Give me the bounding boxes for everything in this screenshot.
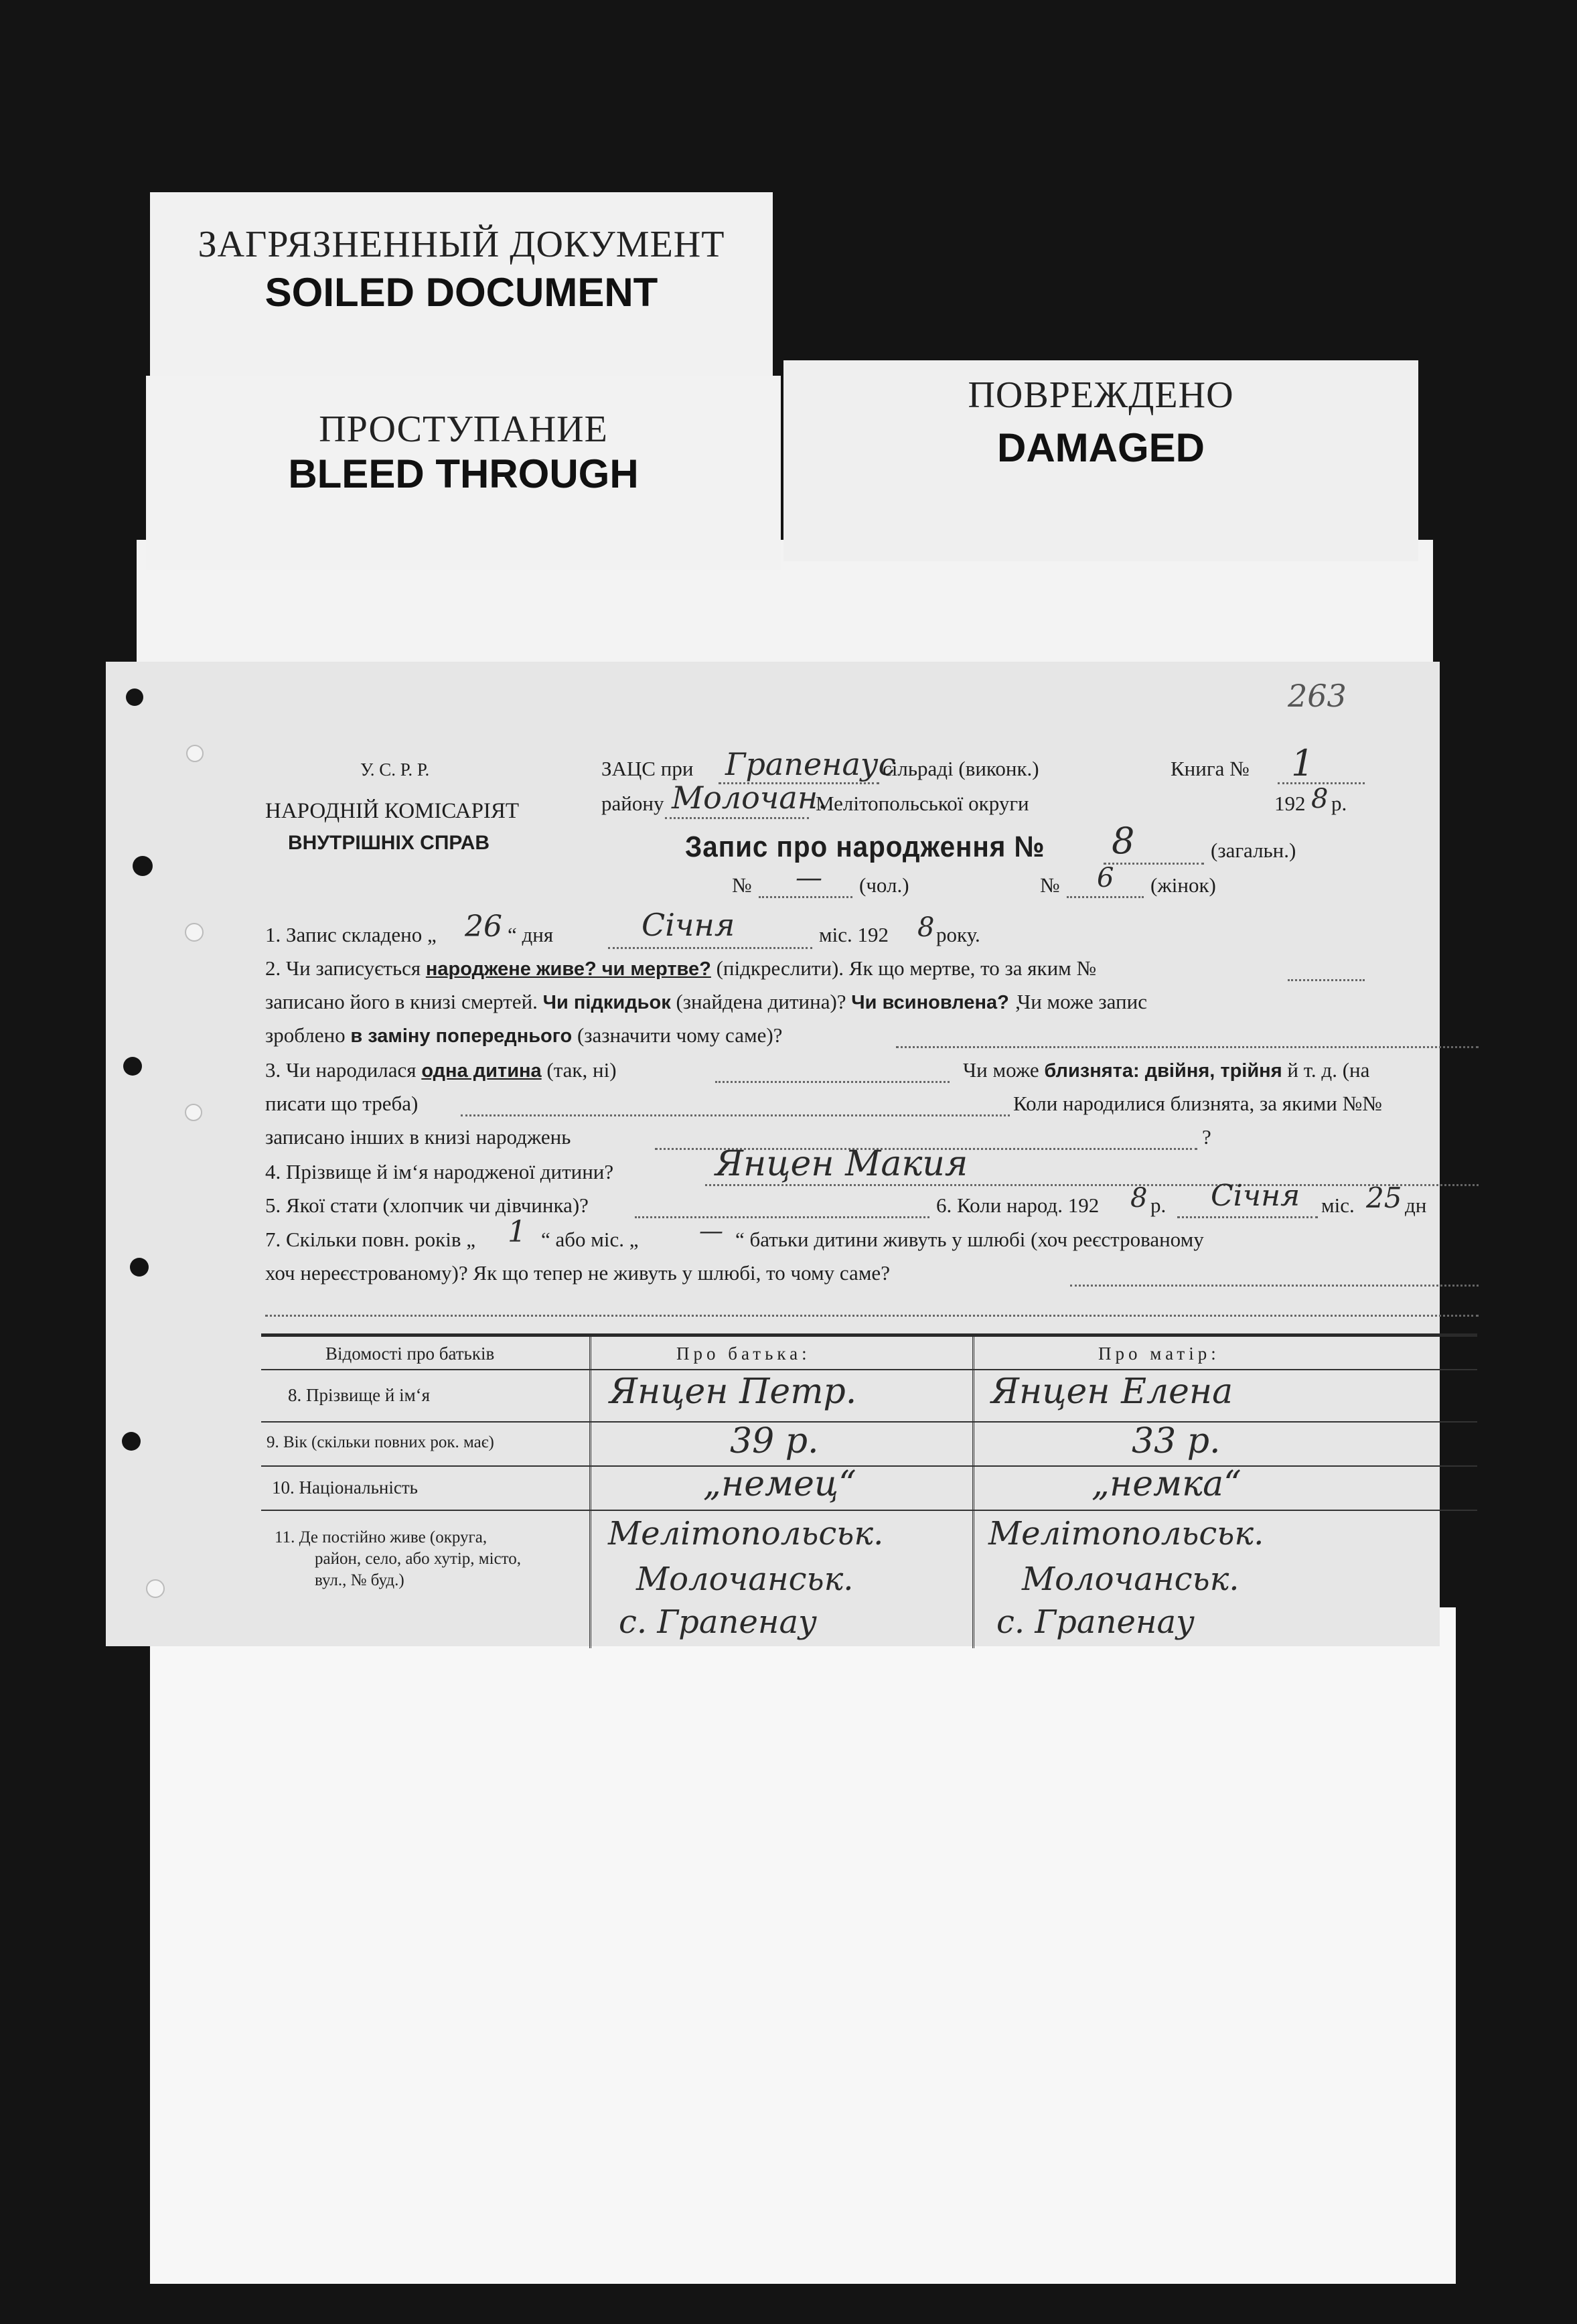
col-father-header: Про батька: <box>676 1343 811 1364</box>
father-address-3: с. Грапенау <box>619 1603 817 1641</box>
line3-j: ? <box>1202 1125 1211 1149</box>
birth-month: Січня <box>1211 1179 1300 1213</box>
punch-hole <box>186 745 204 762</box>
table-rule <box>261 1465 1477 1467</box>
zags-suffix: сільраді (виконк.) <box>883 757 1039 780</box>
district-value: Молочан. <box>672 780 828 816</box>
record-number: 8 <box>1112 820 1135 862</box>
dotted-line <box>265 1315 1479 1317</box>
page-number: 263 <box>1288 678 1347 714</box>
line3-e: близнята: двійня, трійня <box>1044 1060 1282 1082</box>
line2-row1 <box>265 956 1096 981</box>
mother-name: Янцен Елена <box>991 1372 1233 1412</box>
dotted-line <box>715 1081 950 1083</box>
row-address-label-2: район, село, або хутір, місто, <box>315 1550 522 1568</box>
female-no-value: 6 <box>1097 863 1114 893</box>
line2-row3 <box>265 1023 782 1047</box>
line2-c: (підкреслити). Як що мертве, то за яким № <box>710 956 1097 980</box>
birth-record-form <box>106 662 1440 1646</box>
damaged-tag-ru: ПОВРЕЖДЕНО <box>968 374 1234 416</box>
father-address-2: Молочанськ. <box>636 1560 854 1598</box>
bleed-tag-en: BLEED THROUGH <box>288 451 639 496</box>
book-number: 1 <box>1291 742 1315 784</box>
line7-c: “ батьки дитини живуть у шлюбі (хоч реєстрованому <box>735 1228 1204 1251</box>
dotted-line <box>1288 979 1365 981</box>
punch-hole <box>133 856 153 876</box>
line5-a: 5. Якої стати (хлопчик чи дівчинка)? <box>265 1193 589 1217</box>
line2-i: зроблено <box>265 1023 351 1047</box>
birth-year: 8 <box>1130 1183 1148 1214</box>
soiled-tag-en: SOILED DOCUMENT <box>265 270 658 315</box>
line5-b: 6. Коли народ. 192 <box>936 1193 1100 1217</box>
year-prefix: 192 <box>1274 792 1306 815</box>
dotted-line <box>1177 1216 1318 1218</box>
dotted-line <box>1070 1285 1479 1287</box>
mother-address-1: Мелітопольськ. <box>988 1515 1264 1552</box>
punch-hole <box>185 923 204 942</box>
line3-f: й т. д. (на <box>1282 1058 1370 1082</box>
zags-prefix: ЗАЦС при <box>601 757 694 780</box>
mother-age: 33 р. <box>1132 1421 1221 1461</box>
book-label: Книга № <box>1171 757 1250 780</box>
dotted-line <box>461 1114 1010 1116</box>
table-rule <box>261 1421 1477 1423</box>
dotted-line <box>635 1216 929 1218</box>
commissariat-title: НАРОДНІЙ КОМІСАРІЯТ <box>265 799 520 823</box>
female-no-label: № <box>1040 873 1060 897</box>
col-mother-header: Про матір: <box>1098 1343 1220 1364</box>
soiled-tag-ru: ЗАГРЯЗНЕННЫЙ ДОКУМЕНТ <box>198 224 725 265</box>
damaged-tag-en: DAMAGED <box>997 425 1205 470</box>
total-label: (загальн.) <box>1211 839 1296 862</box>
father-name: Янцен Петр. <box>609 1372 857 1412</box>
district-label: району <box>601 792 664 815</box>
row-address-label-3: вул., № буд.) <box>315 1571 404 1589</box>
year-handwritten: 8 <box>1311 784 1329 814</box>
line1-c: міс. 192 <box>819 923 889 946</box>
line7-d: хоч нереєстрованому)? Як що тепер не живуть у шлюбі, то чому саме? <box>265 1261 890 1285</box>
marriage-months: — <box>699 1218 723 1245</box>
table-rule <box>261 1510 1477 1511</box>
dotted-line <box>705 1184 1479 1186</box>
mother-address-3: с. Грапенау <box>996 1603 1195 1641</box>
line3-b: одна дитина <box>421 1060 542 1082</box>
line5-e: дн <box>1405 1193 1427 1217</box>
line3-a: 3. Чи народилася <box>265 1058 422 1082</box>
punch-hole <box>126 688 143 706</box>
female-suffix: (жінок) <box>1150 873 1216 897</box>
dotted-line <box>608 947 812 949</box>
line1-d: року. <box>936 923 980 946</box>
line3-row1 <box>265 1058 617 1082</box>
zags-village: Грапенаус <box>725 746 896 782</box>
record-day: 26 <box>465 910 502 944</box>
line3-h: Коли народилися близнята, за якими №№ <box>1013 1092 1382 1115</box>
line1-a: 1. Запис складено „ <box>265 923 437 946</box>
bleed-through-tag <box>146 376 781 570</box>
dotted-line <box>665 817 809 819</box>
line2-a: 2. Чи записується <box>265 956 426 980</box>
line2-k: (зазначити чому саме)? <box>572 1023 783 1047</box>
department-title: ВНУТРІШНІХ СПРАВ <box>288 832 490 854</box>
damaged-tag <box>783 360 1418 561</box>
form-title: Запис про народження № <box>685 830 1045 863</box>
record-year: 8 <box>917 912 935 943</box>
line7-a: 7. Скільки повн. років „ <box>265 1228 475 1251</box>
dotted-line <box>1067 896 1144 898</box>
punch-hole <box>130 1258 149 1277</box>
republic-abbr: У. С. Р. Р. <box>360 759 430 780</box>
punch-hole <box>123 1057 142 1076</box>
father-age: 39 р. <box>730 1421 819 1461</box>
punch-hole <box>185 1104 202 1121</box>
line2-f: (знайдена дитина)? <box>670 990 852 1013</box>
line3-i: записано інших в книзі народжень <box>265 1125 571 1149</box>
line1-b: “ дня <box>508 923 554 946</box>
marriage-years: 1 <box>508 1215 526 1249</box>
male-suffix-text: (чол.) <box>859 873 909 897</box>
line2-h: ‚Чи може запис <box>1008 990 1147 1013</box>
year-suffix: р. <box>1331 792 1347 815</box>
backing-sheet <box>150 1607 1456 2284</box>
line5-c: р. <box>1150 1193 1167 1217</box>
line2-d: записано його в книзі смертей. <box>265 990 543 1013</box>
line2-row2 <box>265 990 1147 1014</box>
line3-d: Чи може <box>963 1058 1045 1082</box>
dotted-line <box>759 896 852 898</box>
line3-row1-right <box>963 1058 1369 1082</box>
line2-e: Чи підкидьок <box>542 992 671 1013</box>
birth-day: 25 <box>1366 1181 1402 1214</box>
bleed-tag-ru: ПРОСТУПАНИЕ <box>319 409 608 450</box>
table-rule <box>261 1369 1477 1370</box>
dotted-line <box>1104 863 1204 865</box>
line5-d: міс. <box>1321 1193 1355 1217</box>
col-parents-header: Відомості про батьків <box>325 1343 495 1364</box>
line2-j: в заміну попереднього <box>350 1025 573 1047</box>
line4-a: 4. Прізвище й ім‘я народженої дитини? <box>265 1160 614 1183</box>
row-nationality-label: 10. Національність <box>272 1477 418 1498</box>
punch-hole <box>146 1579 165 1598</box>
okruha: Мелітопольської округи <box>816 792 1029 815</box>
line3-g: писати що треба) <box>265 1092 419 1115</box>
mother-address-2: Молочанськ. <box>1022 1560 1240 1598</box>
father-nationality: „немец“ <box>703 1464 856 1504</box>
line2-b: народжене живе? чи мертве? <box>425 958 711 980</box>
soiled-document-tag <box>150 192 773 393</box>
line7-b: “ або міс. „ <box>541 1228 639 1251</box>
dotted-line <box>896 1046 1479 1048</box>
line2-g: Чи всиновлена? <box>851 992 1009 1013</box>
row-name-label: 8. Прізвище й ім‘я <box>288 1385 431 1405</box>
parents-table <box>261 1333 1477 1648</box>
record-month: Січня <box>642 907 735 943</box>
mother-nationality: „немка“ <box>1092 1464 1242 1504</box>
father-address-1: Мелітопольськ. <box>608 1515 884 1552</box>
row-address-label-1: 11. Де постійно живе (округа, <box>275 1528 487 1546</box>
child-name: Янцен Макия <box>715 1144 968 1184</box>
male-no-label: № <box>732 873 752 897</box>
table-divider <box>972 1337 974 1648</box>
row-age-label: 9. Вік (скільки повних рок. має) <box>267 1433 494 1451</box>
table-divider <box>589 1337 591 1648</box>
male-no-value: — <box>796 863 822 893</box>
line3-c: (так, ні) <box>541 1058 617 1082</box>
punch-hole <box>122 1432 141 1451</box>
